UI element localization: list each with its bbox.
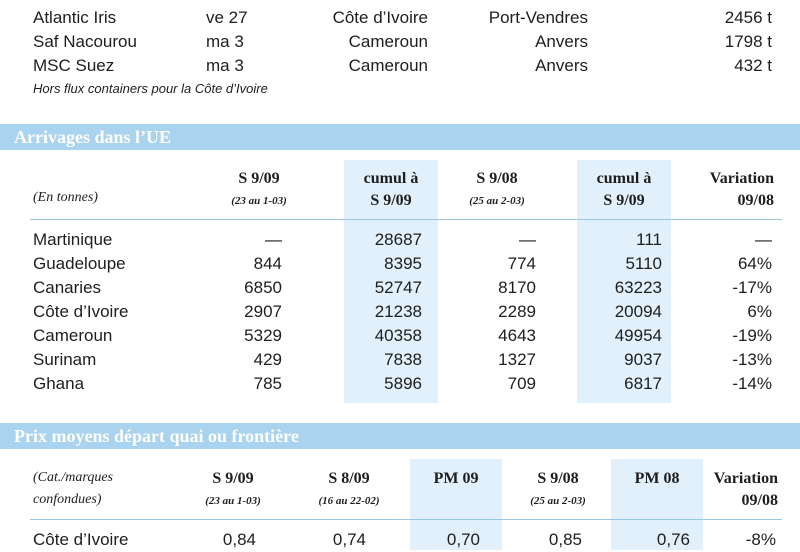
arrivals-section-header: [0, 124, 800, 150]
cell-variation: -17%: [732, 278, 772, 297]
ship-name: MSC Suez: [33, 56, 115, 75]
cell-s909: 6850: [244, 278, 282, 297]
cell-variation: -8%: [745, 530, 776, 549]
prices-header-rule: [30, 519, 782, 520]
row-country: Côte d’Ivoire: [33, 302, 129, 321]
col-cumul09-line2: S 9/09: [370, 192, 412, 209]
col-s908-title: S 9/08: [476, 170, 518, 187]
prices-title: Prix moyens départ quai ou frontière: [14, 426, 299, 446]
price-col-s909-title: S 9/09: [212, 470, 254, 487]
arrivals-title: Arrivages dans l’UE: [14, 127, 171, 147]
price-col-pm08-title: PM 08: [634, 470, 680, 487]
cell-s908: 4643: [498, 326, 536, 345]
col-variation-line2: 09/08: [737, 192, 774, 209]
row-country: Martinique: [33, 230, 113, 249]
col-s909-title: S 9/09: [238, 170, 280, 187]
cell-cumul09: 8395: [384, 254, 422, 273]
cell-variation: -19%: [732, 326, 772, 345]
col-cumul08-line1: cumul à: [596, 170, 652, 187]
cell-cumul09: 21238: [374, 302, 422, 321]
price-col-s908-period: (25 au 2-03): [530, 495, 586, 507]
cell-variation: -14%: [732, 374, 772, 393]
ship-origin: Cameroun: [348, 56, 428, 75]
cell-cumul09: 52747: [374, 278, 422, 297]
ship-port: Port-Vendres: [488, 8, 588, 27]
cell-s908: 1327: [498, 350, 536, 369]
cell-s908: 0,85: [548, 530, 582, 549]
cell-s909: 429: [253, 350, 282, 369]
cell-variation: 64%: [737, 254, 772, 273]
cell-cumul08: 6817: [624, 374, 662, 393]
row-country: Côte d’Ivoire: [33, 530, 129, 549]
price-col-variation-line1: Variation: [713, 470, 778, 487]
cell-s908: 774: [507, 254, 536, 273]
prices-label-line2: confondues): [33, 492, 102, 507]
cell-s909: 844: [253, 254, 282, 273]
cell-cumul08: 49954: [614, 326, 662, 345]
cell-s909: 2907: [244, 302, 282, 321]
price-col-s908-title: S 9/08: [537, 470, 579, 487]
ship-date: ma 3: [206, 32, 244, 51]
cell-s908: 709: [507, 374, 536, 393]
cell-cumul09: 7838: [384, 350, 422, 369]
price-col-s809-period: (16 au 22-02): [318, 495, 380, 507]
price-col-s809-title: S 8/09: [328, 470, 370, 487]
cell-s909: 0,84: [222, 530, 256, 549]
row-country: Guadeloupe: [33, 254, 126, 273]
price-col-pm09-title: PM 09: [433, 470, 479, 487]
ship-date: ma 3: [206, 56, 244, 75]
prices-label-line1: (Cat./marques: [33, 470, 113, 485]
cell-cumul08: 9037: [624, 350, 662, 369]
price-col-variation-line2: 09/08: [741, 492, 778, 509]
row-country: Canaries: [33, 278, 102, 297]
ship-name: Atlantic Iris: [33, 8, 117, 27]
ship-name: Saf Nacourou: [33, 32, 137, 51]
arrivals-header-rule: [30, 219, 782, 220]
row-country: Ghana: [33, 374, 85, 393]
cell-cumul08: 20094: [614, 302, 662, 321]
cell-pm09: 0,70: [446, 530, 480, 549]
ship-tonnage: 1798 t: [724, 32, 772, 51]
arrivals-unit-label: (En tonnes): [33, 190, 98, 205]
price-col-s909-period: (23 au 1-03): [205, 495, 261, 507]
cell-s908: —: [519, 230, 536, 249]
col-s908-period: (25 au 2-03): [469, 195, 525, 207]
ship-port: Anvers: [535, 32, 588, 51]
ship-origin: Cameroun: [348, 32, 428, 51]
row-country: Cameroun: [33, 326, 113, 345]
ship-port: Anvers: [535, 56, 588, 75]
ship-origin: Côte d’Ivoire: [332, 8, 428, 27]
ship-date: ve 27: [206, 8, 248, 27]
cell-cumul09: 5896: [384, 374, 422, 393]
cell-cumul08: 63223: [614, 278, 662, 297]
col-s909-period: (23 au 1-03): [231, 195, 287, 207]
cell-s909: 5329: [244, 326, 282, 345]
cell-s909: —: [265, 230, 282, 249]
row-country: Surinam: [33, 350, 97, 369]
cell-s909: 785: [253, 374, 282, 393]
cell-s908: 2289: [498, 302, 536, 321]
cell-variation: 6%: [747, 302, 772, 321]
col-cumul08-line2: S 9/09: [603, 192, 645, 209]
cell-cumul09: 40358: [374, 326, 422, 345]
cell-variation: -13%: [732, 350, 772, 369]
ships-note: Hors flux containers pour la Côte d’Ivoire: [33, 81, 268, 96]
cell-s908: 8170: [498, 278, 536, 297]
cell-variation: —: [755, 230, 772, 249]
cell-s809: 0,74: [332, 530, 366, 549]
cell-pm08: 0,76: [656, 530, 690, 549]
ship-tonnage: 2456 t: [724, 8, 772, 27]
cell-cumul09: 28687: [374, 230, 422, 249]
cell-cumul08: 5110: [625, 254, 662, 273]
prices-section-header: [0, 423, 800, 449]
col-variation-line1: Variation: [709, 170, 774, 187]
col-cumul09-line1: cumul à: [363, 170, 419, 187]
ship-tonnage: 432 t: [734, 56, 772, 75]
cell-cumul08: 111: [636, 230, 662, 249]
